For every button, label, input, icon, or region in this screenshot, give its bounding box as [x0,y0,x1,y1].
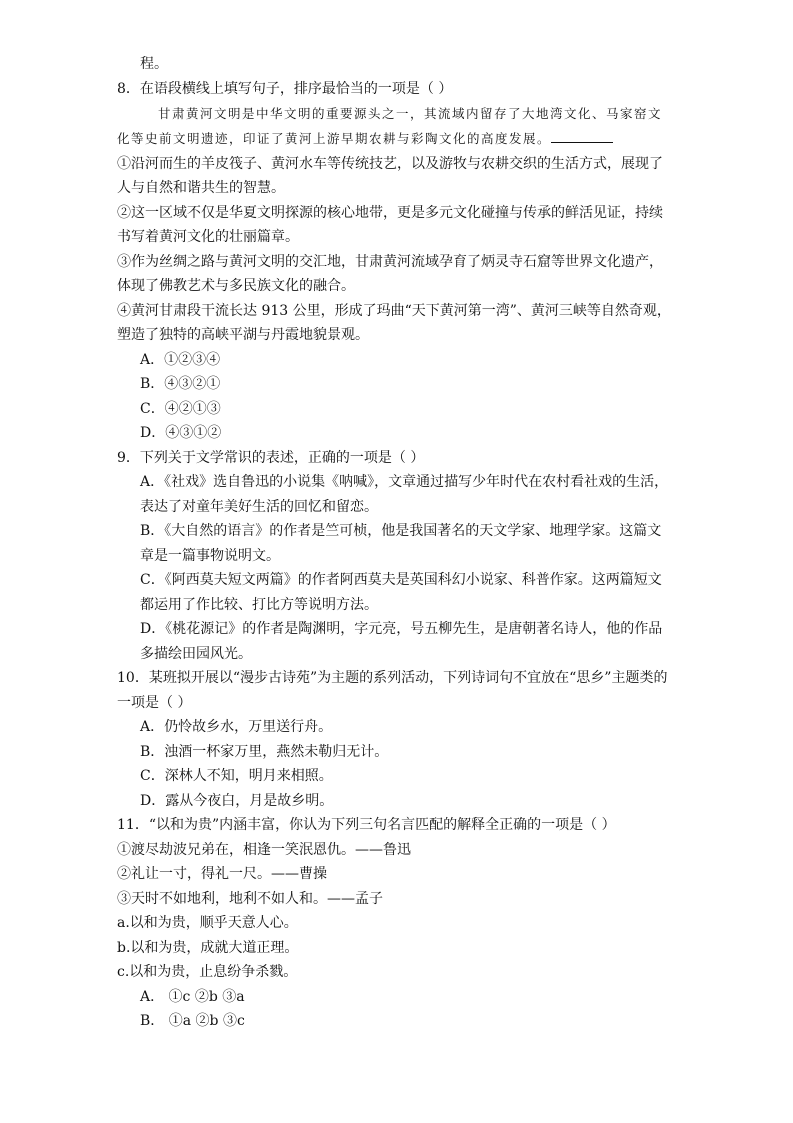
line-text: D．④③①② [140,425,222,441]
text-line [140,399,221,419]
text-line [117,178,285,198]
text-line [117,79,452,99]
line-text: C．④②①③ [140,401,221,417]
line-text: 体现了佛教艺术与多民族文化的融合。 [117,278,355,294]
line-text: B．浊酒一杯家万里，燕然未勒归无计。 [140,744,389,760]
line-text: c.以和为贵，止息纷争杀戮。 [117,964,298,980]
line-text: B． ①a ②b ③c [140,1013,245,1029]
text-line [140,54,168,74]
line-text: 化等史前文明遗迹，印证了黄河上游早期农耕与彩陶文化的高度发展。 [117,131,552,146]
line-text: 9．下列关于文学常识的表述，正确的一项是（ ） [117,450,425,466]
line-text: D．《桃花源记》的作者是陶渊明，字元亮，号五柳先生，是唐朝著名诗人，他的作品 [140,621,663,637]
line-text: 程。 [140,56,168,72]
text-line [117,301,671,321]
text-line [140,570,662,590]
line-text: 书写着黄河文化的壮丽篇章。 [117,229,299,245]
line-text: ②这一区域不仅是华夏文明探源的核心地带，更是多元文化碰撞与传承的鲜活见证，持续 [117,205,663,221]
line-text: 人与自然和谐共生的智慧。 [117,180,285,196]
text-line [117,864,327,884]
text-line [117,448,424,468]
line-text: A．仍怜故乡水，万里送行舟。 [140,719,333,735]
text-line [140,717,332,737]
text-line [117,154,663,174]
line-text: 塑造了独特的高峡平湖与丹霞地貌景观。 [117,327,369,343]
line-text: A． ①c ②b ③a [140,989,245,1005]
line-text: D．露从今夜白，月是故乡明。 [140,793,334,809]
text-line [117,227,299,247]
line-text: ①沿河而生的羊皮筏子、黄河水车等传统技艺，以及游牧与农耕交织的生活方式，展现了 [117,156,663,172]
line-text: 11．“以和为贵”内涵丰富，你认为下列三句名言匹配的解释全正确的一项是（ ） [117,817,616,833]
line-text: 一项是（ ） [117,695,192,711]
text-line [140,644,252,664]
line-text: C．《阿西莫夫短文两篇》的作者阿西莫夫是英国科幻小说家、科普作家。这两篇短文 [140,572,662,588]
line-text: C．深林人不知，明月来相照。 [140,768,333,784]
line-text: 10．某班拟开展以“漫步古诗苑”为主题的系列活动，下列诗词句不宜放在“思乡”主题类的 [117,670,668,686]
fill-in-blank[interactable] [551,130,613,143]
text-line [140,619,662,639]
text-line [117,815,616,835]
line-text: ④黄河甘肃段干流长达 913 公里，形成了玛曲“天下黄河第一湾”、黄河三峡等自然奇观， [117,303,671,319]
line-text: B．《大自然的语言》的作者是竺可桢，他是我国著名的天文学家、地理学家。这篇文 [140,523,662,539]
text-line [140,742,388,762]
text-line [117,252,663,272]
line-text: B．④③②① [140,376,221,392]
text-line [158,104,662,124]
text-line [117,203,663,223]
text-line [140,546,280,566]
line-text: 8．在语段横线上填写句子，排序最恰当的一项是（ ） [117,81,453,97]
text-line [140,791,333,811]
text-line [140,987,245,1007]
line-text: 章是一篇事物说明文。 [140,548,280,564]
text-line [140,497,378,517]
text-line [117,962,297,982]
line-text: 表达了对童年美好生活的回忆和留恋。 [140,499,378,515]
line-text: 甘肃黄河文明是中华文明的重要源头之一，其流域内留存了大地湾文化、马家窑文 [158,106,663,121]
text-line [140,472,668,492]
text-line [117,840,411,860]
line-text: A．①②③④ [140,352,221,368]
text-line [117,668,667,688]
line-text: 多描绘田园风光。 [140,646,252,662]
text-line [117,889,383,909]
text-line [117,129,613,149]
text-line [117,325,369,345]
line-text: a.以和为贵，顺乎天意人心。 [117,915,298,931]
text-line [140,766,333,786]
text-line [117,913,298,933]
line-text: ①渡尽劫波兄弟在，相逢一笑泯恩仇。——鲁迅 [117,842,411,858]
line-text: ③作为丝绸之路与黄河文明的交汇地，甘肃黄河流域孕育了炳灵寺石窟等世界文化遗产， [117,254,663,270]
text-line [140,521,661,541]
text-line [140,595,378,615]
text-line [117,693,191,713]
text-line [140,423,221,443]
text-line [140,1011,245,1031]
text-line [117,276,355,296]
text-line [140,374,220,394]
line-text: ③天时不如地利，地利不如人和。——孟子 [117,891,383,907]
line-text: 都运用了作比较、打比方等说明方法。 [140,597,378,613]
line-text: b.以和为贵，成就大道正理。 [117,940,299,956]
text-line [140,350,220,370]
text-line [117,938,298,958]
line-text: A．《社戏》选自鲁迅的小说集《呐喊》，文章通过描写少年时代在农村看社戏的生活， [140,474,669,490]
line-text: ②礼让一寸，得礼一尺。——曹操 [117,866,327,882]
